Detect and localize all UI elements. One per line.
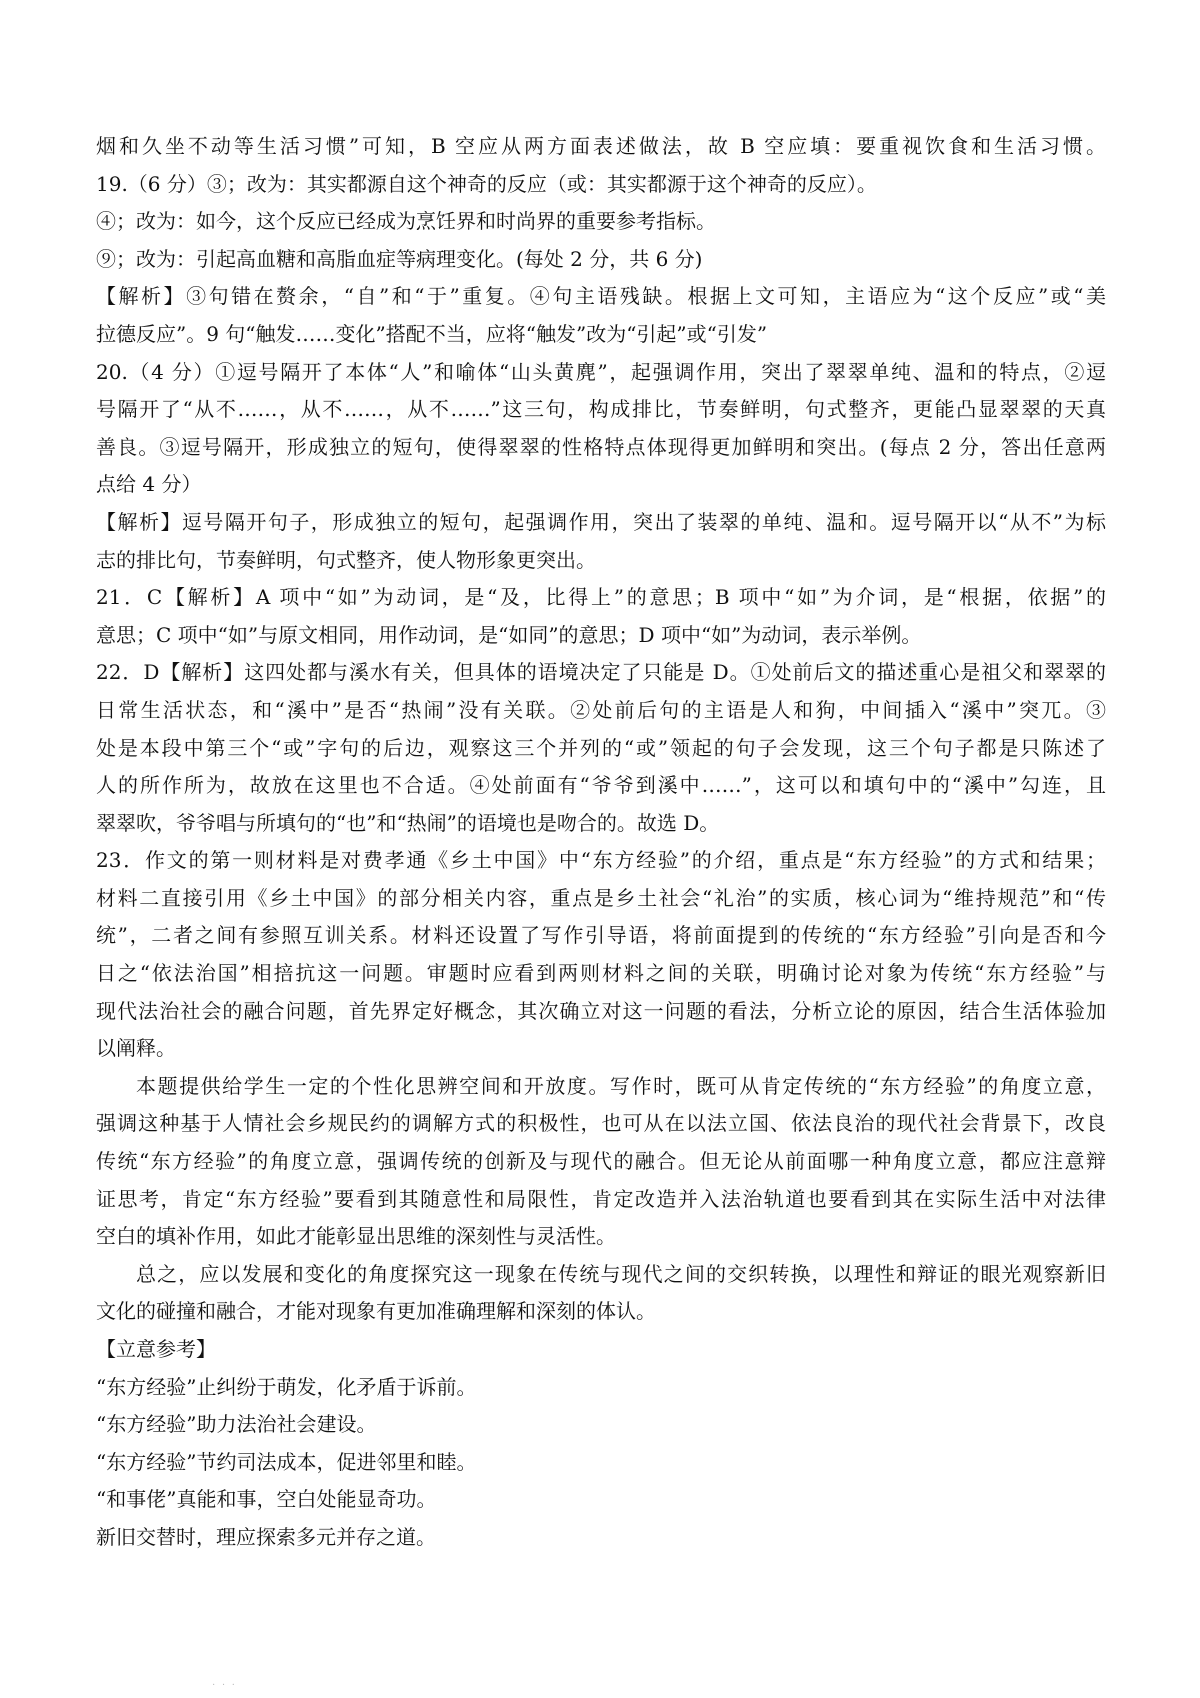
text-line: 烟和久坐不动等生活习惯”可知，B 空应从两方面表述做法，故 B 空应填：要重视饮食和生活习惯。 xyxy=(96,134,1106,158)
text-line: ⑨；改为：引起高血糖和高脂血症等病理变化。(每处 2 分，共 6 分) xyxy=(96,246,703,271)
text-line: 点给 4 分） xyxy=(96,472,202,497)
list-item: “东方经验”节约司法成本，促进邻里和睦。 xyxy=(96,1449,477,1474)
text-line: 以阐释。 xyxy=(96,1036,176,1061)
text-line: 传统“东方经验”的角度立意，强调传统的创新及与现代的融合。但无论从前面哪一种角度立意，都应注意辩 xyxy=(96,1149,1106,1174)
text-line: 现代法治社会的融合问题，首先界定好概念，其次确立对这一问题的看法，分析立论的原因，结合生活体验加 xyxy=(96,998,1106,1023)
text-line: 【解析】逗号隔开句子，形成独立的短句，起强调作用，突出了装翠的单纯、温和。逗号隔开以“从不”为标 xyxy=(96,509,1106,534)
document-page xyxy=(96,128,1106,1557)
list-item: 新旧交替时，理应探索多元并存之道。 xyxy=(96,1524,436,1549)
text-line: 志的排比句，节奏鲜明，句式整齐，使人物形象更突出。 xyxy=(96,547,596,572)
text-line: 日之“依法治国”相掊抗这一问题。审题时应看到两则材料之间的关联，明确讨论对象为传统“东方经验”与 xyxy=(96,961,1106,986)
text-line: 【解析】③句错在赘余，“自”和“于”重复。④句主语残缺。根据上文可知，主语应为“这个反应”或“美 xyxy=(96,284,1106,309)
page-footer-mark: · · · xyxy=(212,1680,237,1691)
text-line: 材料二直接引用《乡土中国》的部分相关内容，重点是乡土社会“礼治”的实质，核心词为“维持规范”和“传 xyxy=(96,885,1106,910)
text-line: 意思；C 项中“如”与原文相同，用作动词，是“如同”的意思；D 项中“如”为动词，表示举例。 xyxy=(96,622,922,647)
text-line: 23．作文的第一则材料是对费孝通《乡土中国》中“东方经验”的介绍，重点是“东方经验”的方式和结果； xyxy=(96,848,1106,873)
list-item: “东方经验”助力法治社会建设。 xyxy=(96,1412,377,1437)
list-item: “东方经验”止纠纷于萌发，化矛盾于诉前。 xyxy=(96,1374,477,1399)
list-item: “和事佬”真能和事，空白处能显奇功。 xyxy=(96,1487,437,1512)
text-line: 强调这种基于人情社会乡规民约的调解方式的积极性，也可从在以法立国、依法良治的现代社会背景下，改良 xyxy=(96,1111,1106,1136)
text-line: 统”，二者之间有参照互训关系。材料还设置了写作引导语，将前面提到的传统的“东方经验”引向是否和今 xyxy=(96,923,1106,948)
text-line: 空白的填补作用，如此才能彰显出思维的深刻性与灵活性。 xyxy=(96,1224,616,1249)
text-line: 21．C【解析】A 项中“如”为动词，是“及，比得上”的意思；B 项中“如”为介词，是“根据，依据”的 xyxy=(96,585,1106,610)
text-line: 翠翠吹，爷爷唱与所填句的“也”和“热闹”的语境也是吻合的。故选 D。 xyxy=(96,810,720,835)
text-line: 处是本段中第三个“或”字句的后边，观察这三个并列的“或”领起的句子会发现，这三个句子都是只陈述了 xyxy=(96,735,1106,760)
text-line: 号隔开了“从不……，从不……，从不……”这三句，构成排比，节奏鲜明，句式整齐，更能凸显翠翠的天真 xyxy=(96,397,1106,422)
text-line: 人的所作所为，故放在这里也不合适。④处前面有“爷爷到溪中……”，这可以和填句中的“溪中”勾连，且 xyxy=(96,773,1106,798)
text-line: 19.（6 分）③；改为：其实都源自这个神奇的反应（或：其实都源于这个神奇的反应）。 xyxy=(96,171,877,196)
section-heading: 【立意参考】 xyxy=(96,1337,216,1361)
text-line: 22．D【解析】这四处都与溪水有关，但具体的语境决定了只能是 D。①处前后文的描述重心是祖父和翠翠的 xyxy=(96,660,1106,685)
text-line: 证思考，肯定“东方经验”要看到其随意性和局限性，肯定改造并入法治轨道也要看到其在实际生活中对法律 xyxy=(96,1186,1106,1211)
text-line: 日常生活状态，和“溪中”是否“热闹”没有关联。②处前后句的主语是人和狗，中间插入“溪中”突兀。③ xyxy=(96,697,1106,722)
text-line: 拉德反应”。9 句“触发……变化”搭配不当，应将“触发”改为“引起”或“引发” xyxy=(96,321,768,346)
text-line: 20.（4 分）①逗号隔开了本体“人”和喻体“山头黄麂”，起强调作用，突出了翠翠单纯、温和的特点，②逗 xyxy=(96,359,1106,384)
text-line: 总之，应以发展和变化的角度探究这一现象在传统与现代之间的交织转换，以理性和辩证的眼光观察新旧 xyxy=(136,1261,1106,1286)
text-line: ④；改为：如今，这个反应已经成为烹饪界和时尚界的重要参考指标。 xyxy=(96,209,716,234)
text-line: 文化的碰撞和融合，才能对现象有更加准确理解和深刻的体认。 xyxy=(96,1299,656,1324)
text-line: 本题提供给学生一定的个性化思辨空间和开放度。写作时，既可从肯定传统的“东方经验”的角度立意， xyxy=(136,1073,1106,1098)
text-line: 善良。③逗号隔开，形成独立的短句，使得翠翠的性格特点体现得更加鲜明和突出。(每点 2 分，答出任意两 xyxy=(96,434,1106,459)
